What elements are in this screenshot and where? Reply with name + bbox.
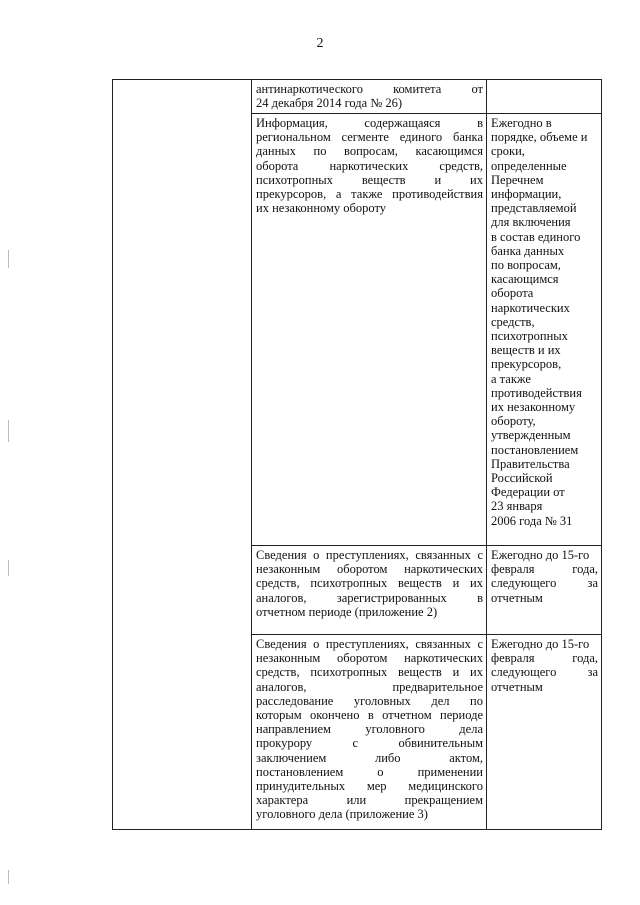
cell-text-line: их незаконному обороту [256,201,387,216]
page-number: 2 [316,36,324,51]
table-cell-description [252,114,487,546]
cell-text-line: данных по вопросам, касающимся [256,144,483,159]
cell-text-line: аналогов, предварительное [256,679,483,694]
cell-text-line: Перечнем [491,172,544,187]
scan-margin-mark [8,870,9,884]
cell-text-line: которым окончено в отчетном периоде [256,708,483,723]
cell-text-line: антинаркотического комитета от [256,82,483,96]
cell-text-line: наркотических [491,300,570,315]
cell-text-line: оборота [491,286,534,301]
cell-text-line: Российской [491,471,553,486]
cell-text-line: в состав единого [491,229,581,244]
cell-text-line: отчетным [491,590,543,605]
cell-text-line: характера или прекращением [256,793,483,808]
table-row [113,80,602,114]
cell-text-line: февраля года, [491,562,598,577]
cell-text-line: представляемой [491,201,577,216]
cell-text-line: по вопросам, [491,258,561,273]
cell-text-line: уголовного дела (приложение 3) [256,807,428,822]
cell-text-line: Ежегодно до 15-го [491,637,590,651]
cell-text-line: постановлением [491,442,579,457]
table-cell-description [252,80,487,114]
table-cell-deadline [487,546,602,635]
cell-text-line: следующего за [491,665,598,680]
cell-text-line: средств, [491,314,535,329]
cell-text-line: 2006 года № 31 [491,513,573,528]
cell-text-line: а также [491,371,531,386]
cell-text-line: Федерации от [491,485,565,500]
cell-text-line: февраля года, [491,651,598,666]
cell-text-line: определенные [491,158,567,173]
scan-margin-mark [8,560,9,576]
table-cell-empty [113,80,252,830]
cell-text-line: психотропных [491,329,568,344]
cell-text-line: средств, психотропных веществ и их [256,576,483,591]
cell-text-line: Ежегодно в [491,116,552,130]
cell-text-line: незаконным оборотом наркотических [256,562,483,577]
cell-text-line: Ежегодно до 15-го [491,548,590,562]
cell-text-line: веществ и их [491,343,561,358]
cell-text-line: следующего за [491,576,598,591]
cell-text-line: обороту, [491,414,536,429]
cell-text-line: банка данных [491,243,565,258]
cell-text-line: постановлением о применении [256,764,483,779]
cell-text-line: аналогов, зарегистрированных в [256,590,483,605]
table-cell-description [252,635,487,830]
cell-text-line: информации, [491,187,562,202]
cell-text-line: отчетном периоде (приложение 2) [256,604,438,619]
cell-text-line: сроки, [491,144,525,159]
table-cell-deadline [487,80,602,114]
cell-text-line: противодействия [491,385,582,400]
cell-text-line: психотропных веществ и их [256,172,483,187]
cell-text-line: направлением уголовного дела [256,722,483,737]
cell-text-line: незаконным оборотом наркотических [256,651,483,666]
cell-text-line: 23 января [491,499,543,514]
table-cell-description [252,546,487,635]
cell-text-line: оборота наркотических средств, [256,158,483,173]
cell-text-line: Правительства [491,456,570,471]
cell-text-line: их незаконному [491,400,576,415]
cell-text-line: прокурору с обвинительным [256,736,483,751]
cell-text-line: расследование уголовных дел по [256,693,483,708]
cell-text-line: касающимся [491,272,559,287]
cell-text-line: для включения [491,215,571,230]
cell-text-line: прекурсоров, а также противодействия [256,187,483,202]
scan-margin-mark [8,420,9,442]
cell-text-line: региональном сегменте единого банка [256,130,483,145]
cell-text-line: средств, психотропных веществ и их [256,665,483,680]
scan-margin-mark [8,250,9,268]
cell-text-line: отчетным [491,679,543,694]
cell-text-line: Сведения о преступлениях, связанных с [256,637,483,651]
cell-text-line: 24 декабря 2014 года № 26) [256,96,403,111]
cell-text-line: Сведения о преступлениях, связанных с [256,548,483,562]
cell-text-line: порядке, объеме и [491,130,588,145]
cell-text-line: принудительных мер медицинского [256,779,483,794]
cell-text-line: утвержденным [491,428,571,443]
cell-text-line: заключением либо актом, [256,750,483,765]
cell-text-line: Информация, содержащаяся в [256,116,483,130]
cell-text-line: прекурсоров, [491,357,562,372]
document-table [112,79,602,830]
table-cell-deadline [487,635,602,830]
table-cell-deadline [487,114,602,546]
